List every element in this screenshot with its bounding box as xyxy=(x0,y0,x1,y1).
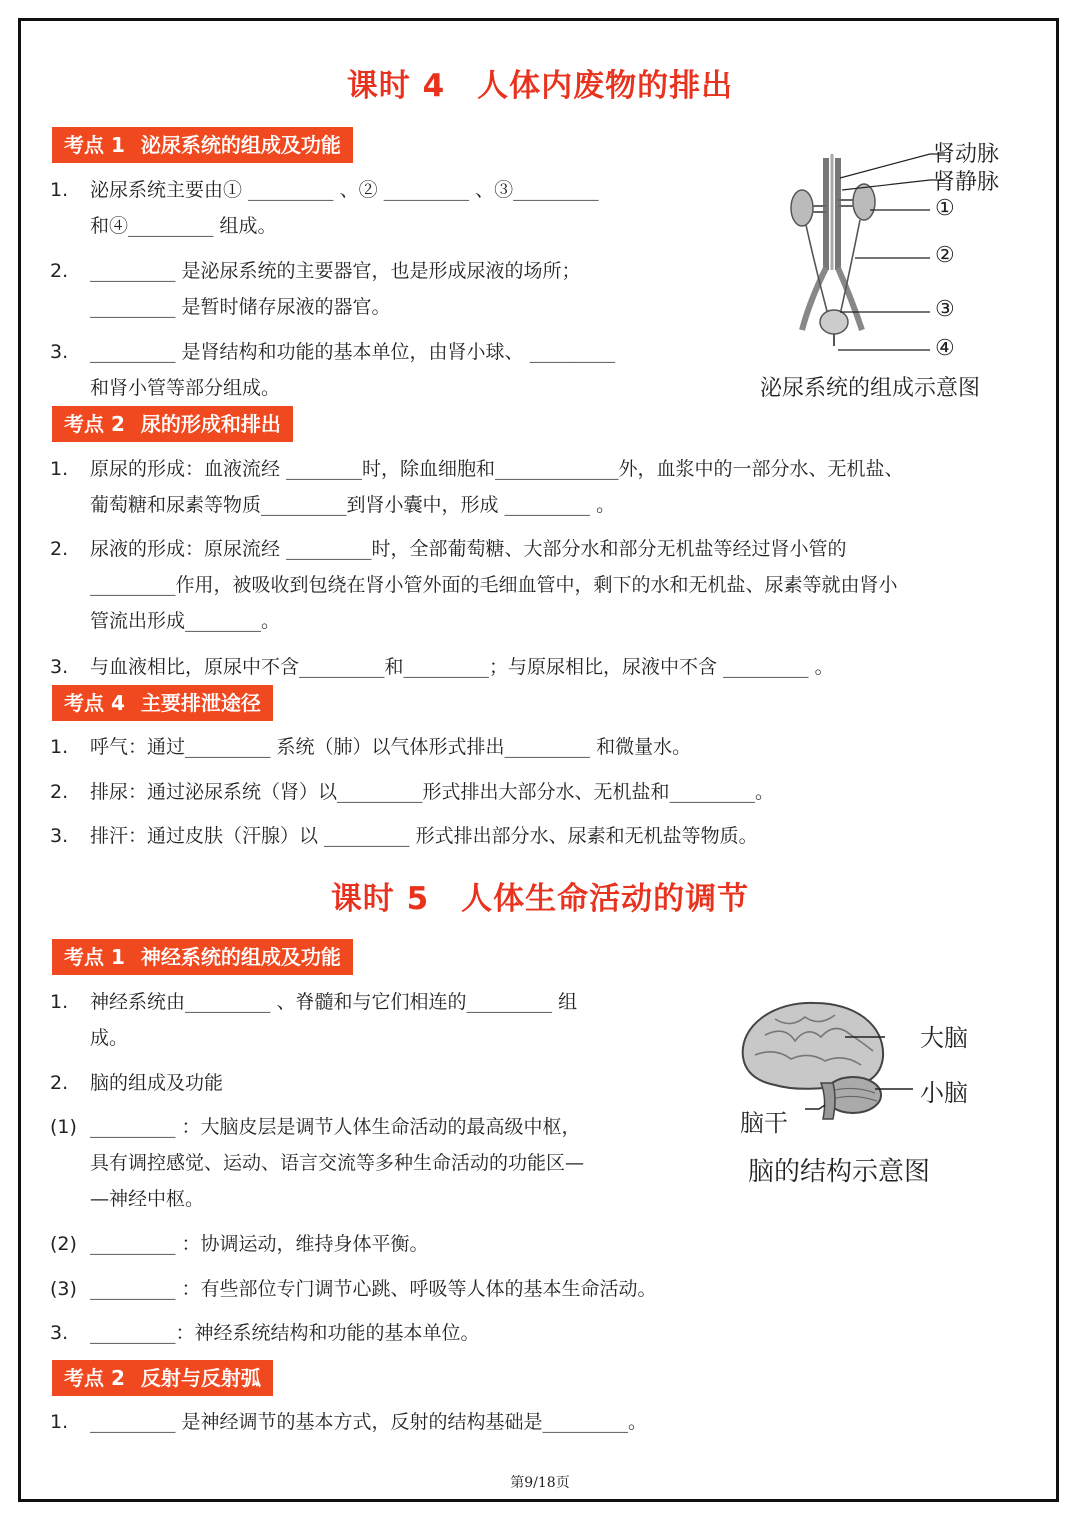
figure-label-1: ① xyxy=(935,196,955,221)
section-badge-urine-formation xyxy=(52,406,293,442)
figure-label-4: ④ xyxy=(935,336,955,361)
question-text: 具有调控感觉、运动、语言交流等多种生命活动的功能区— xyxy=(90,1152,585,1174)
lesson-5-title: 课时 5 人体生命活动的调节 xyxy=(330,881,750,917)
question-text: 神经系统由_________ 、脊髓和与它们相连的_________ 组 xyxy=(90,991,578,1013)
section-badge-excretion-routes xyxy=(52,685,273,721)
question-number: (3) xyxy=(50,1278,77,1300)
badge-text: 神经系统的组成及功能 xyxy=(140,945,341,969)
question-text: _________作用，被吸收到包绕在肾小管外面的毛细血管中，剩下的水和无机盐、尿素等就由肾小 xyxy=(90,574,898,596)
question-text: 排汗：通过皮肤（汗腺）以 _________ 形式排出部分水、尿素和无机盐等物质。 xyxy=(90,825,758,847)
figure-label-3: ③ xyxy=(935,297,955,322)
question-text: _________ 是暂时储存尿液的器官。 xyxy=(90,296,391,318)
question-text: 泌尿系统主要由① _________ 、② _________ 、③_________ xyxy=(90,179,599,201)
page-number: 第9/18页 xyxy=(510,1475,570,1491)
question-number: 1. xyxy=(50,991,69,1013)
badge-number: 考点 1 xyxy=(64,133,125,157)
question-number: 3. xyxy=(50,341,69,363)
question-text: _________：神经系统结构和功能的基本单位。 xyxy=(90,1322,480,1344)
question-text: 和④_________ 组成。 xyxy=(90,215,277,237)
badge-number: 考点 2 xyxy=(64,1366,125,1390)
question-number: 2. xyxy=(50,781,69,803)
question-number: (2) xyxy=(50,1233,77,1255)
question-number: 1. xyxy=(50,458,69,480)
question-text: 和肾小管等部分组成。 xyxy=(90,377,281,399)
figure-label-2: ② xyxy=(935,243,955,268)
badge-text: 主要排泄途径 xyxy=(140,691,261,715)
question-number: 1. xyxy=(50,736,69,758)
question-text: _________ ：大脑皮层是调节人体生命活动的最高级中枢， xyxy=(90,1116,581,1138)
question-text: 原尿的形成：血液流经 ________时，除血细胞和_____________外，血浆中的一部分水、无机盐、 xyxy=(90,458,904,480)
question-number: 2. xyxy=(50,538,69,560)
badge-text: 尿的形成和排出 xyxy=(140,412,281,436)
figure-label-brainstem: 脑干 xyxy=(740,1109,788,1137)
question-number: 2. xyxy=(50,1072,69,1094)
question-number: (1) xyxy=(50,1116,77,1138)
question-text: 成。 xyxy=(90,1027,129,1049)
question-number: 3. xyxy=(50,825,69,847)
figure-label-renal-vein: 肾静脉 xyxy=(933,170,1000,195)
question-text: _________ 是泌尿系统的主要器官，也是形成尿液的场所； xyxy=(90,260,581,282)
question-text: 尿液的形成：原尿流经 _________时，全部葡萄糖、大部分水和部分无机盐等经过肾小管的 xyxy=(90,538,847,560)
question-text: 与血液相比，原尿中不含_________和_________；与原尿相比，尿液中不含 _________ 。 xyxy=(90,656,834,678)
question-text: _________ 是神经调节的基本方式，反射的结构基础是_________。 xyxy=(90,1411,648,1433)
figure-label-renal-artery: 肾动脉 xyxy=(933,142,1000,167)
question-number: 3. xyxy=(50,656,69,678)
figure-label-cerebellum: 小脑 xyxy=(920,1079,968,1107)
question-number: 1. xyxy=(50,179,69,201)
question-number: 3. xyxy=(50,1322,69,1344)
question-text: 葡萄糖和尿素等物质_________到肾小囊中，形成 _________ 。 xyxy=(90,494,616,516)
question-text: —神经中枢。 xyxy=(90,1188,205,1210)
section-badge-reflex xyxy=(52,1360,273,1396)
question-text: 管流出形成________。 xyxy=(90,610,281,632)
badge-number: 考点 2 xyxy=(64,412,125,436)
badge-number: 考点 4 xyxy=(64,691,125,715)
question-text: _________ 是肾结构和功能的基本单位，由肾小球、 _________ xyxy=(90,341,616,363)
section-badge-nervous-system xyxy=(52,939,353,975)
question-text: 排尿：通过泌尿系统（肾）以_________形式排出大部分水、无机盐和_________。 xyxy=(90,781,775,803)
lesson-4-title: 课时 4 人体内废物的排出 xyxy=(346,68,734,104)
badge-number: 考点 1 xyxy=(64,945,125,969)
question-text: 脑的组成及功能 xyxy=(90,1072,224,1094)
badge-text: 反射与反射弧 xyxy=(140,1366,261,1390)
badge-text: 泌尿系统的组成及功能 xyxy=(140,133,341,157)
section-badge-urinary-system xyxy=(52,127,353,163)
question-number: 1. xyxy=(50,1411,69,1433)
figure-caption-brain: 脑的结构示意图 xyxy=(748,1157,931,1187)
figure-label-cerebrum: 大脑 xyxy=(920,1024,968,1052)
question-text: _________ ：有些部位专门调节心跳、呼吸等人体的基本生命活动。 xyxy=(90,1278,657,1300)
question-number: 2. xyxy=(50,260,69,282)
figure-caption-urinary: 泌尿系统的组成示意图 xyxy=(760,376,981,401)
question-text: _________ ：协调运动，维持身体平衡。 xyxy=(90,1233,429,1255)
question-text: 呼气：通过_________ 系统（肺）以气体形式排出_________ 和微量水。 xyxy=(90,736,692,758)
